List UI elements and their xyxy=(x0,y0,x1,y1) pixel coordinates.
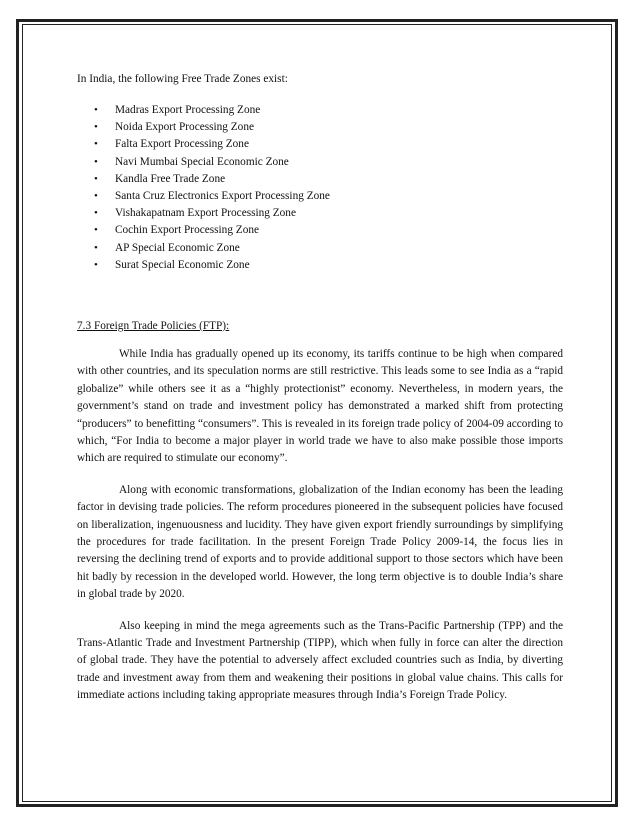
bullet-icon: • xyxy=(94,224,98,237)
list-item-text: Madras Export Processing Zone xyxy=(115,104,261,116)
list-item xyxy=(77,171,563,188)
free-trade-zone-list xyxy=(77,102,563,274)
bullet-icon: • xyxy=(94,207,98,220)
list-item-text: Santa Cruz Electronics Export Processing Zone xyxy=(115,189,330,202)
bullet-icon: • xyxy=(94,155,98,168)
list-item xyxy=(77,102,563,119)
bullet-icon: • xyxy=(94,172,98,185)
bullet-icon: • xyxy=(94,241,98,254)
section-heading: 7.3 Foreign Trade Policies (FTP): xyxy=(77,319,230,332)
list-item-text: Falta Export Processing Zone xyxy=(115,138,249,151)
bullet-icon: • xyxy=(94,258,98,271)
list-item xyxy=(77,257,563,274)
intro-text: In India, the following Free Trade Zones exist: xyxy=(77,73,288,85)
body-paragraph: Also keeping in mind the mega agreements such as the Trans-Pacific Partnership (TPP) and the Trans-Atlantic Trade and Investment Partnership (TIPP), which when fully in force can alter the direction of global trade. They have the potential to adversely affect excluded countries such as India, by diverting trade and investment away from them and weakening their positions in global value chains. This calls for immediate actions including taking appropriate measures through India’s Foreign Trade Policy. xyxy=(77,619,563,702)
list-item-text: Cochin Export Processing Zone xyxy=(115,224,260,237)
list-item-text: AP Special Economic Zone xyxy=(115,241,240,254)
list-item-text: Surat Special Economic Zone xyxy=(115,258,250,271)
list-item xyxy=(77,154,563,171)
body-paragraph: Along with economic transformations, globalization of the Indian economy has been the leading factor in devising trade policies. The reform procedures pioneered in the subsequent policies have focused on liberalization, ingenuousness and lucidity. They have given export friendly surroundings by simplifying the procedures for trade facilitation. In the present Foreign Trade Policy 2009-14, the focus lies in reversing the declining trend of exports and to provide additional support to those sectors which have been hit badly by recession in the developed world. However, the long term objective is to double India’s share in global trade by 2020. xyxy=(77,483,563,601)
list-item xyxy=(77,205,563,222)
bullet-icon: • xyxy=(94,138,98,151)
bullet-icon: • xyxy=(94,121,98,134)
list-item xyxy=(77,240,563,257)
list-item-text: Noida Export Processing Zone xyxy=(115,121,254,134)
list-item xyxy=(77,136,563,153)
list-item xyxy=(77,222,563,239)
page-content xyxy=(77,71,563,705)
bullet-icon: • xyxy=(94,104,98,116)
list-item xyxy=(77,119,563,136)
bullet-icon: • xyxy=(94,189,98,202)
body-paragraph: While India has gradually opened up its economy, its tariffs continue to be high when compared with other countries, and its speculation norms are still restrictive. This leads some to see India as a “rapid globalize” while others see it as a “highly protectionist” economy. Nevertheless, in modern years, the government’s stand on trade and investment policy has demonstrated a marked shift from protecting “producers” to benefitting “consumers”. This is revealed in its foreign trade policy of 2004-09 according to which, “For India to become a major player in world trade we have to also make possible those imports which are required to stimulate our economy”. xyxy=(77,347,563,465)
list-item-text: Vishakapatnam Export Processing Zone xyxy=(115,207,296,220)
list-item xyxy=(77,188,563,205)
list-item-text: Navi Mumbai Special Economic Zone xyxy=(115,155,289,168)
list-item-text: Kandla Free Trade Zone xyxy=(115,172,226,185)
